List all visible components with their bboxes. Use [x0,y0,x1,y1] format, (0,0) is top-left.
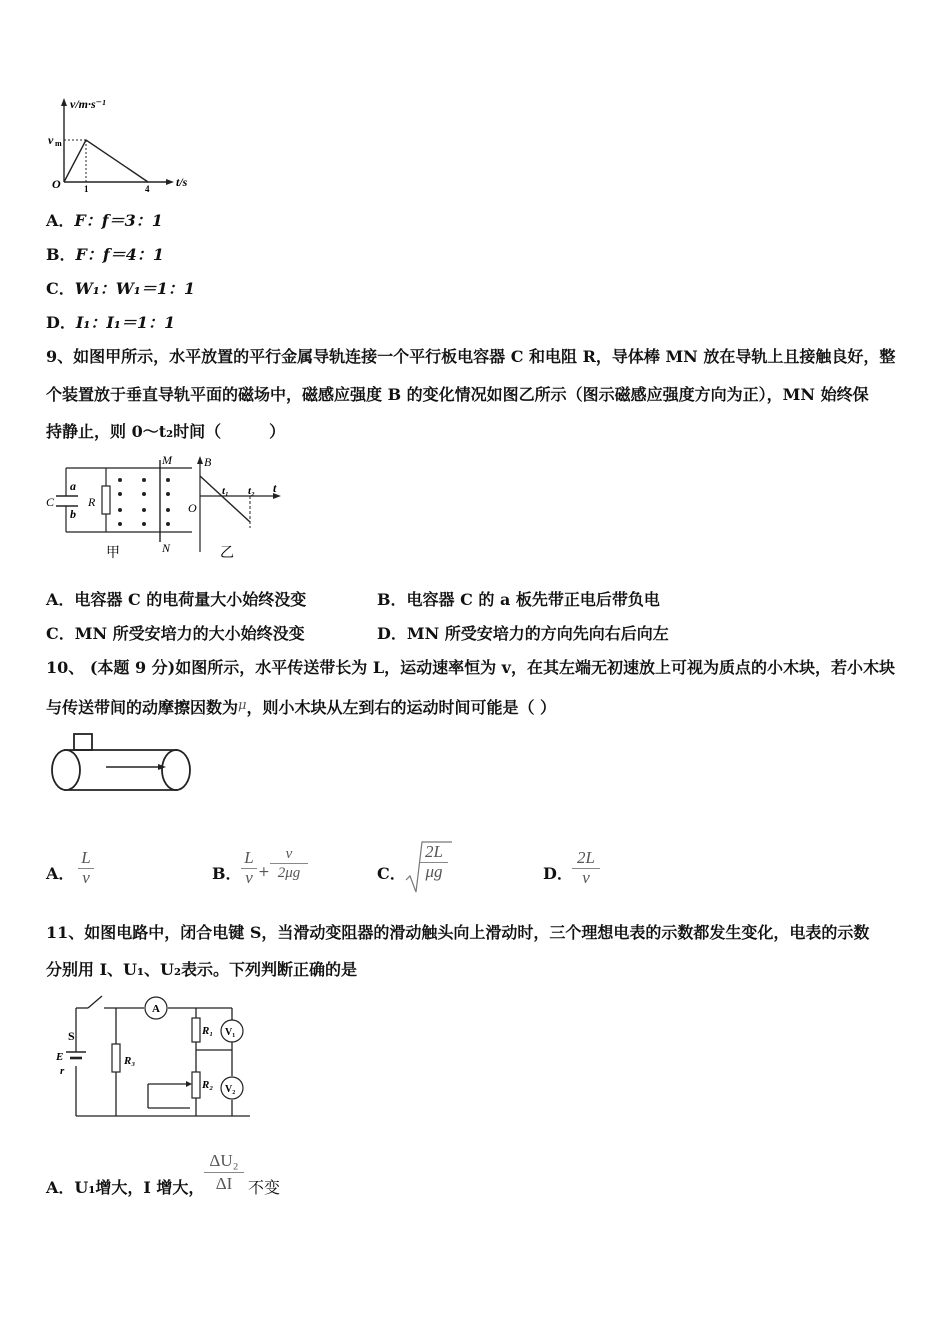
q8-option-d[interactable]: D．I₁：I₁＝1：1 [46,313,176,332]
q10-stem-line2: 与传送带间的动摩擦因数为$^\mu$，则小木块从左到右的运动时间可能是（ ） [46,698,557,717]
q9-stem-line3: 持静止，则 0～t₂时间（ ） [46,422,286,441]
yi-label-t2: t₂ [248,485,255,497]
circuit-r1-label: R₁ [202,1025,214,1037]
circuit-s-label: S [68,1029,75,1043]
q10-frac-a: $\frac{L}{v}$ [78,848,94,887]
q11-circuit-figure [48,992,278,1120]
jia-label-n: N [162,541,171,555]
circuit-r2-label: R₂ [202,1079,214,1091]
vt-origin: O [52,177,61,191]
yi-caption: 乙 [220,546,234,561]
q10-option-d[interactable]: D． [543,864,573,883]
jia-label-c: C [46,495,55,509]
q10-conveyor-figure [48,730,198,796]
jia-label-m: M [162,453,172,467]
q9-option-b[interactable]: B．电容器 C 的 a 板先带正电后带负电 [377,590,660,609]
jia-caption: 甲 [106,546,120,561]
circuit-v1-label: V₁ [225,1027,236,1038]
q11-stem-line1: 11、如图电路中，闭合电键 S，当滑动变阻器的滑动触头向上滑动时，三个理想电表的示数都发生变化，电表的示数 [46,923,870,942]
q8-option-a[interactable]: A．F：f＝3：1 [46,211,163,230]
q10-frac-d: $\frac{2L}{v}$ [572,848,600,887]
q9-figure-jia [44,452,194,564]
q8-option-b[interactable]: B．F：f＝4：1 [46,245,165,264]
q10-option-a[interactable]: A． [46,864,75,883]
vt-vm-label: v [48,133,54,147]
circuit-e-label: E [56,1051,64,1063]
jia-label-r: R [88,495,96,509]
q9-option-d[interactable]: D．MN 所受安培力的方向先向右后向左 [377,624,669,643]
vt-tick-1: 1 [84,184,89,194]
circuit-v2-label: V₂ [225,1084,236,1095]
vt-y-label: v/m·s⁻¹ [70,97,106,111]
vt-vm-sub: m [55,139,62,148]
q9-stem-line2: 个装置放于垂直导轨平面的磁场中，磁感应强度 B 的变化情况如图乙所示（图示磁感应强度方向为正），MN 始终保 [46,385,869,404]
q10-frac-c: $\frac{2L}{\mu g}$ [420,842,448,881]
q9-stem-line1: 9、如图甲所示，水平放置的平行金属导轨连接一个平行板电容器 C 和电阻 R，导体棒 MN 放在导轨上且接触良好，整 [46,347,896,366]
vt-graph [44,92,194,197]
q8-option-c[interactable]: C．W₁：W₁＝1：1 [46,279,195,298]
vt-line [64,140,148,182]
q10-option-b[interactable]: B． [212,864,242,883]
q10-frac-b2: $\frac{v}{2\mu g}$ [270,846,308,882]
q10-plus: + [258,864,270,880]
q11-option-a[interactable]: A．U₁增大，I 增大， [46,1178,205,1197]
q9-figure-yi [186,452,286,564]
yi-label-o: O [188,501,197,515]
q9-option-a[interactable]: A．电容器 C 的电荷量大小始终没变 [46,590,307,609]
q11-frac: $\frac{\text{ΔU₂}}{\Delta I}$ [204,1150,244,1195]
mu-symbol: μ [238,698,247,713]
q9-option-c[interactable]: C．MN 所受安培力的大小始终没变 [46,624,305,643]
circuit-ammeter-label: A [152,1003,160,1015]
q11-stem-line2: 分别用 I、U₁、U₂表示。下列判断正确的是 [46,960,357,979]
q10-option-c[interactable]: C． [377,864,406,883]
circuit-r3-label: R₃ [124,1055,136,1067]
q10-stem-line1: 10、 (本题 9 分)如图所示，水平传送带长为 L，运动速率恒为 v，在其左端无初速放上可视为质点的小木块，若小木块 [46,658,895,677]
vt-x-label: t/s [176,175,188,189]
yi-label-t1: t₁ [222,485,229,497]
q11-option-a-tail: 不变 [248,1178,281,1197]
vt-tick-4: 4 [145,184,150,194]
yi-label-b: B [204,455,212,469]
yi-b-line [200,476,250,522]
q10-frac-b1: $\frac{L}{v}$ [241,848,257,887]
jia-label-b: b [70,507,76,521]
jia-label-a: a [70,479,76,493]
circuit-r-label: r [60,1065,65,1077]
yi-label-t: t [273,481,277,495]
